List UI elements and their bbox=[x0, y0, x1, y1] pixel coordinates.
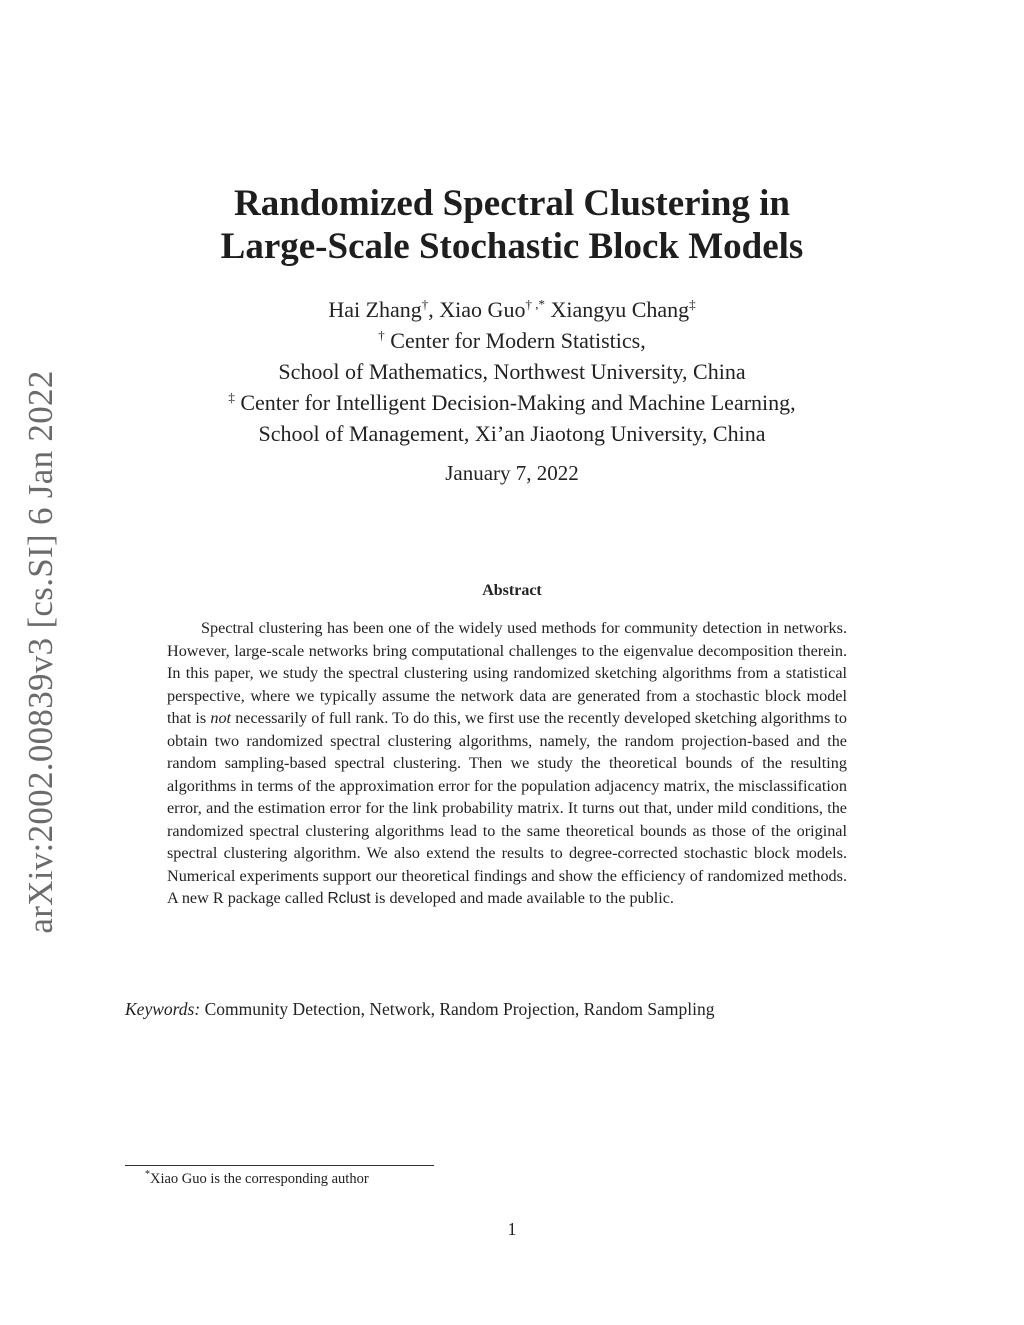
affiliation-mark: † bbox=[421, 296, 429, 312]
paper-title bbox=[0, 182, 1024, 268]
abstract-body bbox=[167, 617, 847, 911]
author-name: Hai Zhang bbox=[328, 297, 422, 322]
affiliation-2-line-2: School of Management, Xi’an Jiaotong University, China bbox=[258, 421, 766, 446]
keywords-label: Keywords: bbox=[125, 999, 201, 1019]
affiliation-mark: ‡ bbox=[689, 296, 696, 312]
affiliation-1-line-1 bbox=[0, 325, 1024, 356]
author-name: Xiangyu Chang bbox=[550, 297, 690, 322]
author-name: Xiao Guo bbox=[439, 297, 526, 322]
arxiv-identifier-stamp[interactable]: arXiv:2002.00839v3 [cs.SI] 6 Jan 2022 bbox=[21, 370, 60, 934]
abstract-emphasis: not bbox=[210, 709, 232, 727]
footnote-divider bbox=[125, 1165, 434, 1166]
abstract-heading: Abstract bbox=[482, 582, 542, 599]
authors-and-affiliations bbox=[0, 294, 1024, 449]
package-name: Rclust bbox=[327, 890, 371, 907]
footnote-text: Xiao Guo is the corresponding author bbox=[150, 1171, 369, 1187]
abstract-text: is developed and made available to the public. bbox=[370, 889, 674, 907]
publication-date: January 7, 2022 bbox=[445, 461, 579, 485]
abstract-text: necessarily of full rank. To do this, we first use the recently developed sketching algorithms to obtain two randomized spectral clustering algorithms, namely, the random projection-based and the random sampling-based spectral clustering. Then we study the theoretical bounds of the resulting algorithms in terms of the approximation error for the population adjacency matrix, the misclassification error, and the estimation error for the link probability matrix. It turns out that, under mild conditions, the randomized spectral clustering algorithms lead to the same theoretical bounds as those of the original spectral clustering algorithm. We also extend the results to degree-corrected stochastic block models. Numerical experiments support our theoretical findings and show the efficiency of randomized methods. A new R package called bbox=[167, 709, 847, 907]
author-separator: , bbox=[428, 297, 440, 322]
abstract-paragraph bbox=[167, 617, 847, 911]
footnote bbox=[145, 1171, 369, 1188]
affiliation-mark: ‡ bbox=[228, 389, 235, 405]
affiliation-1-line-2: School of Mathematics, Northwest University, China bbox=[278, 359, 746, 384]
affiliation-text: Center for Intelligent Decision-Making and Machine Learning, bbox=[234, 390, 796, 415]
page-number: 1 bbox=[507, 1219, 517, 1239]
author-list bbox=[0, 294, 1024, 325]
keywords-line bbox=[125, 999, 865, 1020]
affiliation-2-line-1 bbox=[0, 387, 1024, 418]
affiliation-mark: † bbox=[378, 327, 385, 343]
title-line-2: Large-Scale Stochastic Block Models bbox=[220, 226, 804, 267]
footnote-mark: * bbox=[145, 1169, 150, 1181]
abstract-text: Spectral clustering has been one of the widely used methods for community detection in networks. However, large-scale networks bring computational challenges to the eigenvalue decomposition therein. In this paper, we study the spectral clustering using randomized sketching algorithms from a statistical perspective, where we typically assume the network data are generated from a stochastic block model that is bbox=[167, 619, 847, 727]
title-line-1: Randomized Spectral Clustering in bbox=[233, 183, 791, 224]
affiliation-text: Center for Modern Statistics, bbox=[384, 328, 646, 353]
keywords-values: Community Detection, Network, Random Projection, Random Sampling bbox=[200, 999, 715, 1019]
affiliation-mark: † ,* bbox=[525, 296, 545, 312]
